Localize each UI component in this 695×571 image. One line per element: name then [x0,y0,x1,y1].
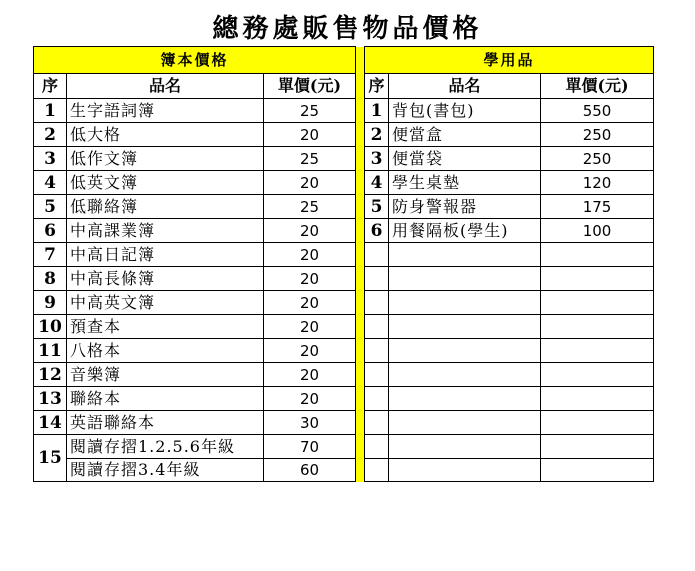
table-row [34,459,654,482]
left-item-price: 20 [264,219,356,243]
section-header-row [34,47,654,74]
left-row-number: 14 [34,411,67,435]
left-item-price: 25 [264,99,356,123]
section-divider [356,219,365,243]
right-row-number: 3 [365,147,389,171]
left-row-number: 2 [34,123,67,147]
table-row [34,171,654,195]
right-item-price: 120 [541,171,654,195]
right-empty-cell [365,315,389,339]
table-row [34,99,654,123]
table-row [34,219,654,243]
table-row [34,243,654,267]
column-header-row [34,74,654,99]
section-divider [356,123,365,147]
left-item-name: 八格本 [67,339,264,363]
right-section-header: 學用品 [365,47,654,74]
right-empty-cell [365,459,389,482]
right-row-number: 6 [365,219,389,243]
left-item-name: 低大格 [67,123,264,147]
section-divider [356,267,365,291]
left-item-price: 20 [264,267,356,291]
left-row-number: 10 [34,315,67,339]
right-item-name: 防身警報器 [389,195,541,219]
left-item-price: 20 [264,387,356,411]
right-empty-cell [541,243,654,267]
right-item-name: 學生桌墊 [389,171,541,195]
right-empty-cell [389,459,541,482]
right-col-no-header: 序 [365,74,389,99]
right-empty-cell [389,243,541,267]
left-row-number: 6 [34,219,67,243]
left-item-name: 低作文簿 [67,147,264,171]
section-divider [356,411,365,435]
section-divider [356,387,365,411]
right-row-number: 2 [365,123,389,147]
left-row-number: 3 [34,147,67,171]
right-empty-cell [541,291,654,315]
right-item-name: 便當盒 [389,123,541,147]
table-row [34,147,654,171]
left-item-name: 閱讀存摺1.2.5.6年級 [67,435,264,459]
left-item-price: 20 [264,339,356,363]
price-table [33,46,654,482]
section-divider [356,74,365,99]
table-row [34,435,654,459]
right-empty-cell [365,363,389,387]
section-divider [356,339,365,363]
left-item-price: 20 [264,123,356,147]
right-empty-cell [541,411,654,435]
left-row-number: 15 [34,435,67,482]
table-row [34,315,654,339]
right-row-number: 4 [365,171,389,195]
right-item-price: 175 [541,195,654,219]
left-item-price: 30 [264,411,356,435]
right-empty-cell [541,387,654,411]
page-title: 總務處販售物品價格 [212,14,483,44]
right-col-name-header: 品名 [389,74,541,99]
section-divider [356,243,365,267]
right-empty-cell [389,363,541,387]
section-divider [356,315,365,339]
table-row [34,387,654,411]
left-item-price: 20 [264,315,356,339]
left-row-number: 8 [34,267,67,291]
right-item-price: 250 [541,147,654,171]
section-divider [356,147,365,171]
right-empty-cell [389,267,541,291]
section-divider [356,171,365,195]
table-row [34,195,654,219]
right-item-name: 背包(書包) [389,99,541,123]
right-empty-cell [541,315,654,339]
right-empty-cell [389,291,541,315]
right-col-price-header: 單價(元) [541,74,654,99]
right-empty-cell [365,291,389,315]
right-empty-cell [389,411,541,435]
left-row-number: 1 [34,99,67,123]
left-item-name: 預查本 [67,315,264,339]
right-row-number: 1 [365,99,389,123]
left-item-name: 中高長條簿 [67,267,264,291]
left-item-name: 閱讀存摺3.4年級 [67,459,264,482]
left-item-price: 20 [264,363,356,387]
left-item-name: 生字語詞簿 [67,99,264,123]
section-divider [356,363,365,387]
left-item-price: 20 [264,243,356,267]
right-empty-cell [365,387,389,411]
right-empty-cell [541,339,654,363]
left-item-name: 中高課業簿 [67,219,264,243]
right-empty-cell [389,339,541,363]
table-row [34,267,654,291]
left-item-price: 25 [264,147,356,171]
section-divider [356,459,365,482]
left-item-name: 聯絡本 [67,387,264,411]
section-divider [356,435,365,459]
right-empty-cell [365,411,389,435]
left-col-no-header: 序 [34,74,67,99]
left-section-header: 簿本價格 [34,47,356,74]
right-empty-cell [389,387,541,411]
right-empty-cell [365,435,389,459]
left-item-name: 中高英文簿 [67,291,264,315]
table-row [34,411,654,435]
table-row [34,123,654,147]
left-row-number: 12 [34,363,67,387]
section-divider [356,47,365,74]
right-empty-cell [365,267,389,291]
right-empty-cell [389,315,541,339]
left-item-price: 20 [264,171,356,195]
left-item-name: 低聯絡簿 [67,195,264,219]
left-item-name: 音樂簿 [67,363,264,387]
left-col-name-header: 品名 [67,74,264,99]
left-row-number: 11 [34,339,67,363]
right-item-name: 用餐隔板(學生) [389,219,541,243]
section-divider [356,195,365,219]
section-divider [356,99,365,123]
left-item-name: 英語聯絡本 [67,411,264,435]
right-empty-cell [541,459,654,482]
left-row-number: 7 [34,243,67,267]
left-item-name: 中高日記簿 [67,243,264,267]
right-item-price: 250 [541,123,654,147]
right-empty-cell [541,267,654,291]
left-row-number: 4 [34,171,67,195]
left-col-price-header: 單價(元) [264,74,356,99]
left-row-number: 5 [34,195,67,219]
table-row [34,291,654,315]
right-item-price: 100 [541,219,654,243]
right-item-name: 便當袋 [389,147,541,171]
right-empty-cell [365,339,389,363]
right-item-price: 550 [541,99,654,123]
right-empty-cell [541,363,654,387]
left-item-price: 25 [264,195,356,219]
table-row [34,339,654,363]
left-item-name: 低英文簿 [67,171,264,195]
right-empty-cell [541,435,654,459]
left-row-number: 13 [34,387,67,411]
left-row-number: 9 [34,291,67,315]
left-item-price: 20 [264,291,356,315]
right-empty-cell [365,243,389,267]
left-item-price: 60 [264,459,356,482]
table-row [34,363,654,387]
section-divider [356,291,365,315]
left-item-price: 70 [264,435,356,459]
right-empty-cell [389,435,541,459]
right-row-number: 5 [365,195,389,219]
